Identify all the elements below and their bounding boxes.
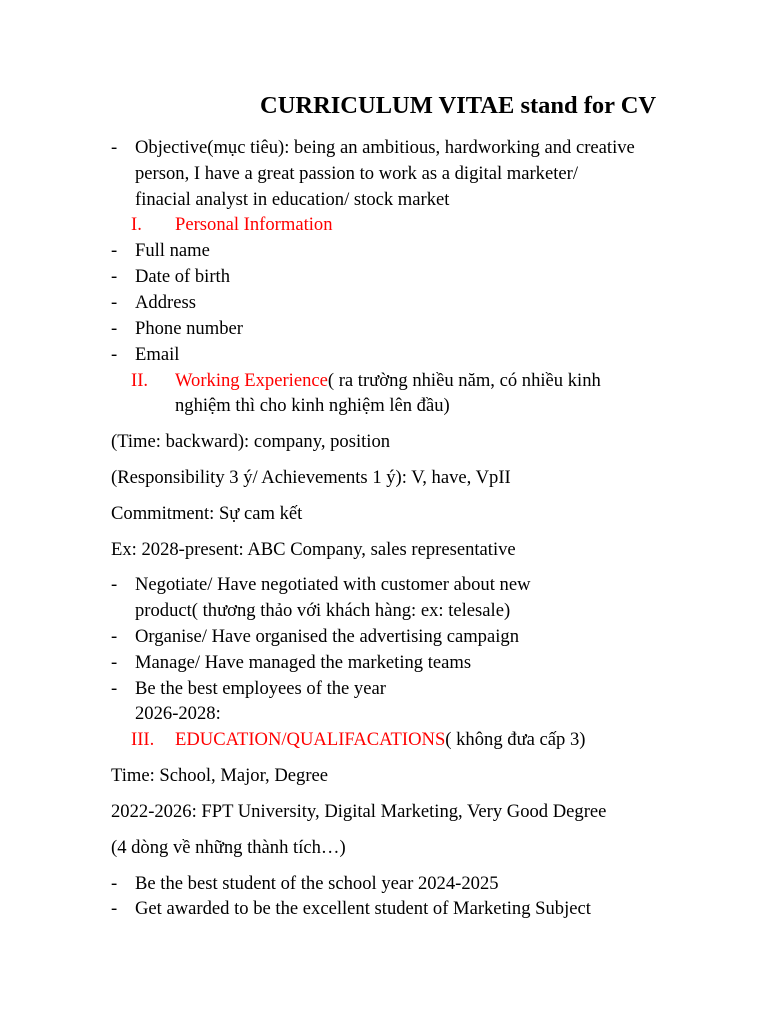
experience-commitment: Commitment: Sự cam kết <box>111 503 303 524</box>
bullet-dash: - <box>111 626 118 647</box>
education-bullet-1: Be the best student of the school year 2024-2025 <box>135 873 499 894</box>
section-title: Personal Information <box>175 214 333 235</box>
section-title-wrap <box>175 368 601 394</box>
bullet-dash: - <box>111 344 118 365</box>
objective-line-2: person, I have a great passion to work as a digital marketer/ <box>135 163 578 184</box>
experience-bullet-2: Organise/ Have organised the advertising campaign <box>135 626 519 647</box>
bullet-dash: - <box>111 266 118 287</box>
personal-field-phone: Phone number <box>135 318 243 339</box>
personal-field-fullname: Full name <box>135 240 210 261</box>
section-note-line-2: nghiệm thì cho kinh nghiệm lên đầu) <box>175 395 450 416</box>
experience-bullet-4: Be the best employees of the year <box>135 678 386 699</box>
section-note: ( không đưa cấp 3) <box>445 729 586 750</box>
section-numeral: III. <box>131 729 155 750</box>
experience-year-range: 2026-2028: <box>135 703 221 724</box>
bullet-dash: - <box>111 652 118 673</box>
section-note: ( ra trường nhiều năm, có nhiều kinh <box>327 370 601 391</box>
education-time-format: Time: School, Major, Degree <box>111 765 329 786</box>
bullet-dash: - <box>111 873 118 894</box>
document-title: CURRICULUM VITAE stand for CV <box>260 92 657 119</box>
bullet-dash: - <box>111 574 118 595</box>
bullet-dash: - <box>111 292 118 313</box>
education-bullet-2: Get awarded to be the excellent student of Marketing Subject <box>135 898 591 919</box>
objective-line-3: finacial analyst in education/ stock market <box>135 189 450 210</box>
education-entry: 2022-2026: FPT University, Digital Marketing, Very Good Degree <box>111 801 607 822</box>
section-numeral: I. <box>131 214 142 235</box>
section-numeral: II. <box>131 370 149 391</box>
experience-bullet-1: Negotiate/ Have negotiated with customer about new <box>135 574 531 595</box>
bullet-dash: - <box>111 137 118 158</box>
section-title: Working Experience <box>175 370 328 391</box>
bullet-dash: - <box>111 678 118 699</box>
section-title-wrap <box>175 727 586 753</box>
experience-bullet-3: Manage/ Have managed the marketing teams <box>135 652 472 673</box>
bullet-dash: - <box>111 240 118 261</box>
experience-bullet-1-cont: product( thương thảo với khách hàng: ex: telesale) <box>135 600 511 621</box>
bullet-dash: - <box>111 318 118 339</box>
experience-responsibility-note: (Responsibility 3 ý/ Achievements 1 ý): V, have, VpII <box>111 467 511 488</box>
personal-field-email: Email <box>135 344 180 365</box>
personal-field-address: Address <box>135 292 196 313</box>
experience-example: Ex: 2028-present: ABC Company, sales representative <box>111 539 516 560</box>
bullet-dash: - <box>111 898 118 919</box>
objective-line-1: Objective(mục tiêu): being an ambitious, hardworking and creative <box>135 137 635 158</box>
section-title: EDUCATION/QUALIFACATIONS <box>175 729 446 750</box>
personal-field-dob: Date of birth <box>135 266 231 287</box>
experience-time-format: (Time: backward): company, position <box>111 431 391 452</box>
education-achievements-note: (4 dòng về những thành tích…) <box>111 837 346 858</box>
